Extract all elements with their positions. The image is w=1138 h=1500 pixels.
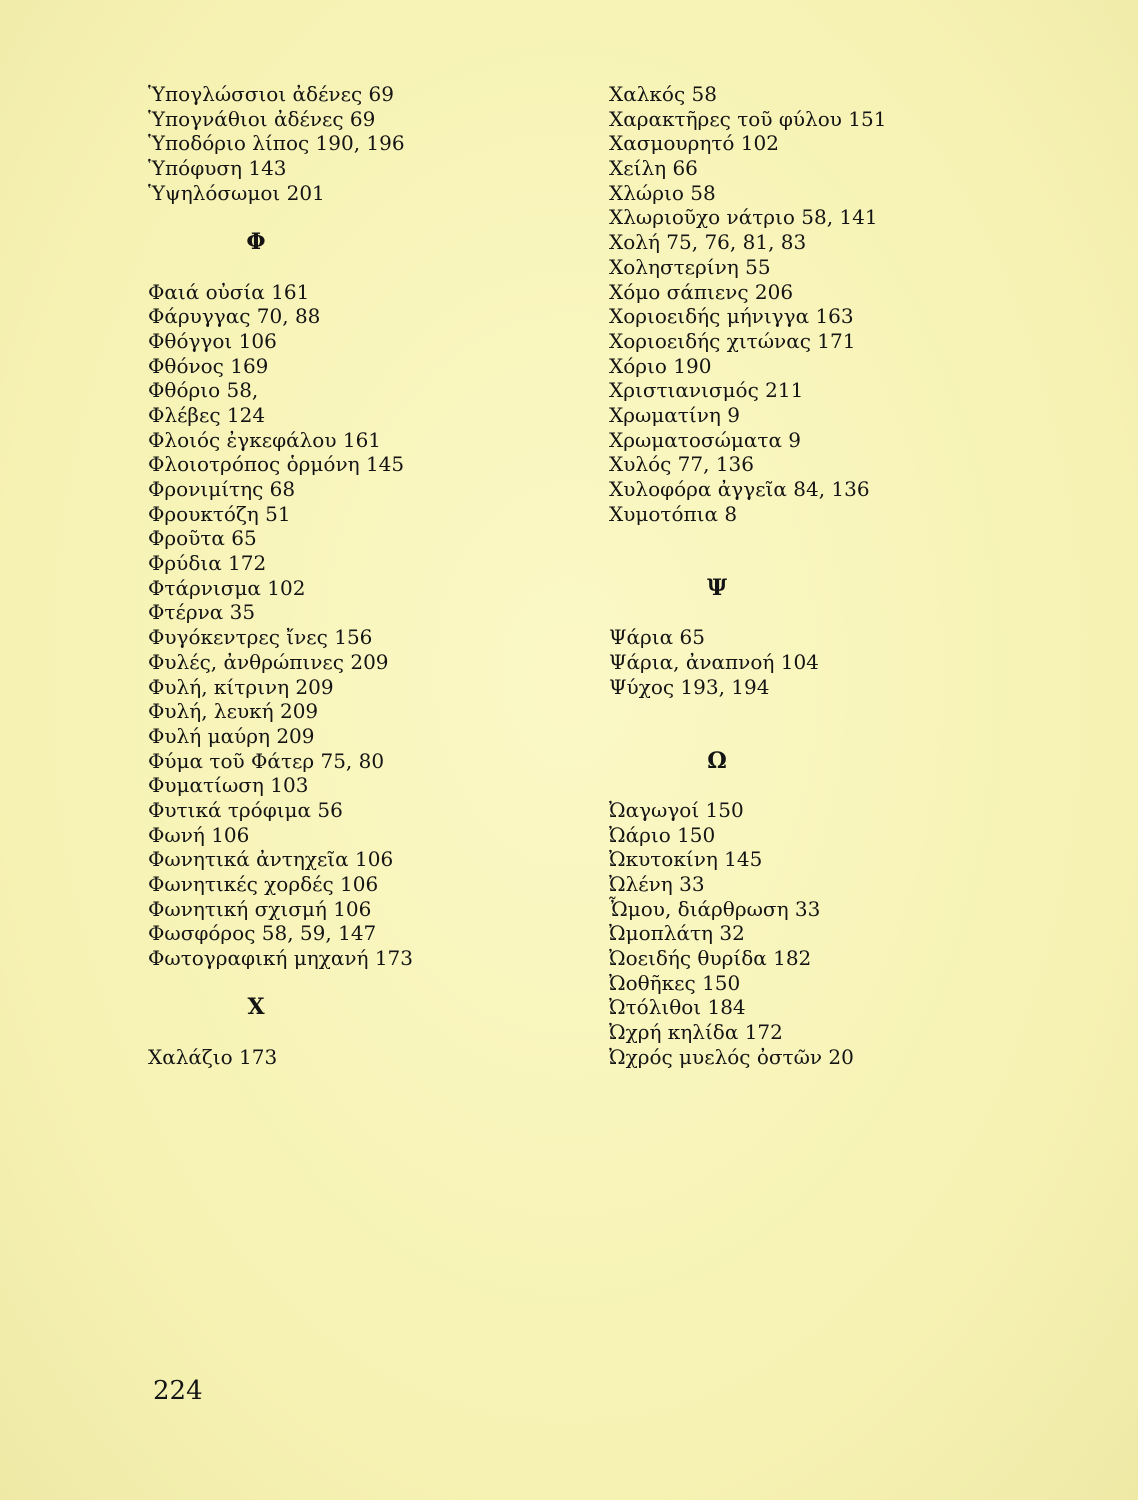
index-entry: Χαλάζιο 173	[148, 1044, 278, 1069]
entries-omega	[609, 798, 1069, 1070]
index-entry: Φυλή, κίτρινη 209	[148, 674, 334, 699]
entries-chi-left	[148, 1045, 588, 1070]
index-entry: Χλωριοῦχο νάτριο 58, 141	[609, 205, 878, 230]
index-entry: Ὠοθῆκες 150	[609, 970, 741, 995]
index-entry: Φρουκτόζη 51	[148, 501, 291, 526]
index-entry: Φάρυγγας 70, 88	[148, 304, 321, 329]
index-entry: Χυλοφόρα ἀγγεῖα 84, 136	[609, 477, 870, 501]
index-entry: Φτάρνισμα 102	[148, 575, 306, 600]
index-entry: Ὠοειδής θυρίδα 182	[609, 946, 812, 971]
section-letter-psi: Ψ	[706, 574, 728, 601]
index-entry: Ὑπογλώσσιοι ἀδένες 69	[148, 82, 394, 106]
index-entry: Ὠμοπλάτη 32	[609, 921, 745, 946]
index-entry: Χασμουρητό 102	[609, 131, 779, 156]
index-entry: Φωνητική σχισμή 106	[148, 896, 372, 921]
section-letter-chi: Χ	[247, 994, 265, 1021]
index-entry: Φωνή 106	[148, 822, 250, 847]
index-entry: Φροῦτα 65	[148, 526, 257, 551]
section-letter-omega: Ω	[707, 747, 727, 774]
index-entry: Χοληστερίνη 55	[609, 254, 771, 279]
index-entry: Ὠτόλιθοι 184	[609, 995, 746, 1020]
index-entry: Φωτογραφική μηχανή 173	[148, 946, 413, 971]
page-number: 224	[153, 1376, 203, 1406]
index-entry: Χυλός 77, 136	[609, 452, 755, 477]
index-entry: Φυγόκεντρες ἴνες 156	[148, 625, 373, 650]
section-letter-phi: Φ	[246, 229, 266, 256]
index-entry: Φωνητικά ἀντηχεῖα 106	[148, 847, 394, 872]
index-entry: Ψύχος 193, 194	[609, 674, 770, 699]
index-entry: Φυλή, λευκή 209	[148, 699, 319, 724]
index-entry: Φυλή μαύρη 209	[148, 723, 315, 748]
left-column	[148, 82, 588, 1070]
index-entry: Χρωματίνη 9	[609, 402, 740, 427]
index-entry: Ὠάριο 150	[609, 822, 716, 847]
entries-upsilon	[148, 82, 588, 205]
index-entry: Χόμο σάπιενς 206	[609, 279, 794, 304]
index-entry: Χαλκός 58	[609, 82, 717, 106]
index-entry: Χείλη 66	[609, 156, 698, 181]
index-entry: Φλοιοτρόπος ὁρμόνη 145	[148, 452, 405, 477]
index-entry: Φτέρνα 35	[148, 600, 256, 625]
index-entry: Χοριοειδής χιτώνας 171	[609, 328, 856, 353]
index-entry: Φύμα τοῦ Φάτερ 75, 80	[148, 748, 385, 773]
index-entry: Χρωματοσώματα 9	[609, 427, 802, 452]
index-entry: Φρύδια 172	[148, 551, 267, 576]
index-entry: Φλέβες 124	[148, 402, 266, 427]
index-entry: Φυτικά τρόφιμα 56	[148, 797, 343, 822]
index-entry: Ὑποδόριο λίπος 190, 196	[148, 131, 405, 156]
index-entry: Ὠχρός μυελός ὀστῶν 20	[609, 1044, 854, 1069]
index-entry: Ὠαγωγοί 150	[609, 797, 744, 822]
index-entry: Φαιά οὐσία 161	[148, 279, 310, 304]
index-entry: Φωσφόρος 58, 59, 147	[148, 921, 377, 946]
entries-phi	[148, 280, 588, 971]
index-entry: Χλώριο 58	[609, 180, 716, 205]
index-entry: Ψάρια, ἀναπνοή 104	[609, 649, 819, 674]
index-entry: Χοριοειδής μήνιγγα 163	[609, 304, 854, 329]
index-entry: Ὠκυτοκίνη 145	[609, 847, 763, 872]
index-entry: Φλοιός ἐγκεφάλου 161	[148, 427, 382, 452]
index-entry: Χολή 75, 76, 81, 83	[609, 230, 807, 255]
index-entry: Ὦμου, διάρθρωση 33	[609, 896, 821, 921]
right-column	[609, 82, 1069, 1070]
index-entry: Χυμοτόπια 8	[609, 501, 738, 526]
index-entry: Ὑψηλόσωμοι 201	[148, 180, 325, 205]
index-entry: Χαρακτῆρες τοῦ φύλου 151	[609, 106, 887, 131]
index-entry: Ὠχρή κηλίδα 172	[609, 1020, 783, 1045]
index-entry: Φθόγγοι 106	[148, 328, 277, 353]
entries-psi	[609, 625, 1069, 699]
index-entry: Φυματίωση 103	[148, 773, 309, 798]
index-entry: Ψάρια 65	[609, 625, 705, 650]
index-entry: Φυλές, ἀνθρώπινες 209	[148, 649, 389, 674]
index-entry: Φθόνος 169	[148, 353, 269, 378]
index-entry: Φθόριο 58,	[148, 378, 259, 403]
index-entry: Ὑπογνάθιοι ἀδένες 69	[148, 106, 376, 131]
index-entry: Φωνητικές χορδές 106	[148, 872, 379, 896]
index-entry: Ὠλένη 33	[609, 872, 705, 896]
entries-chi-right	[609, 82, 1069, 526]
index-entry: Χόριο 190	[609, 353, 712, 378]
index-entry: Χριστιανισμός 211	[609, 378, 804, 403]
index-entry: Ὑπόφυση 143	[148, 156, 287, 181]
index-entry: Φρονιμίτης 68	[148, 477, 296, 501]
